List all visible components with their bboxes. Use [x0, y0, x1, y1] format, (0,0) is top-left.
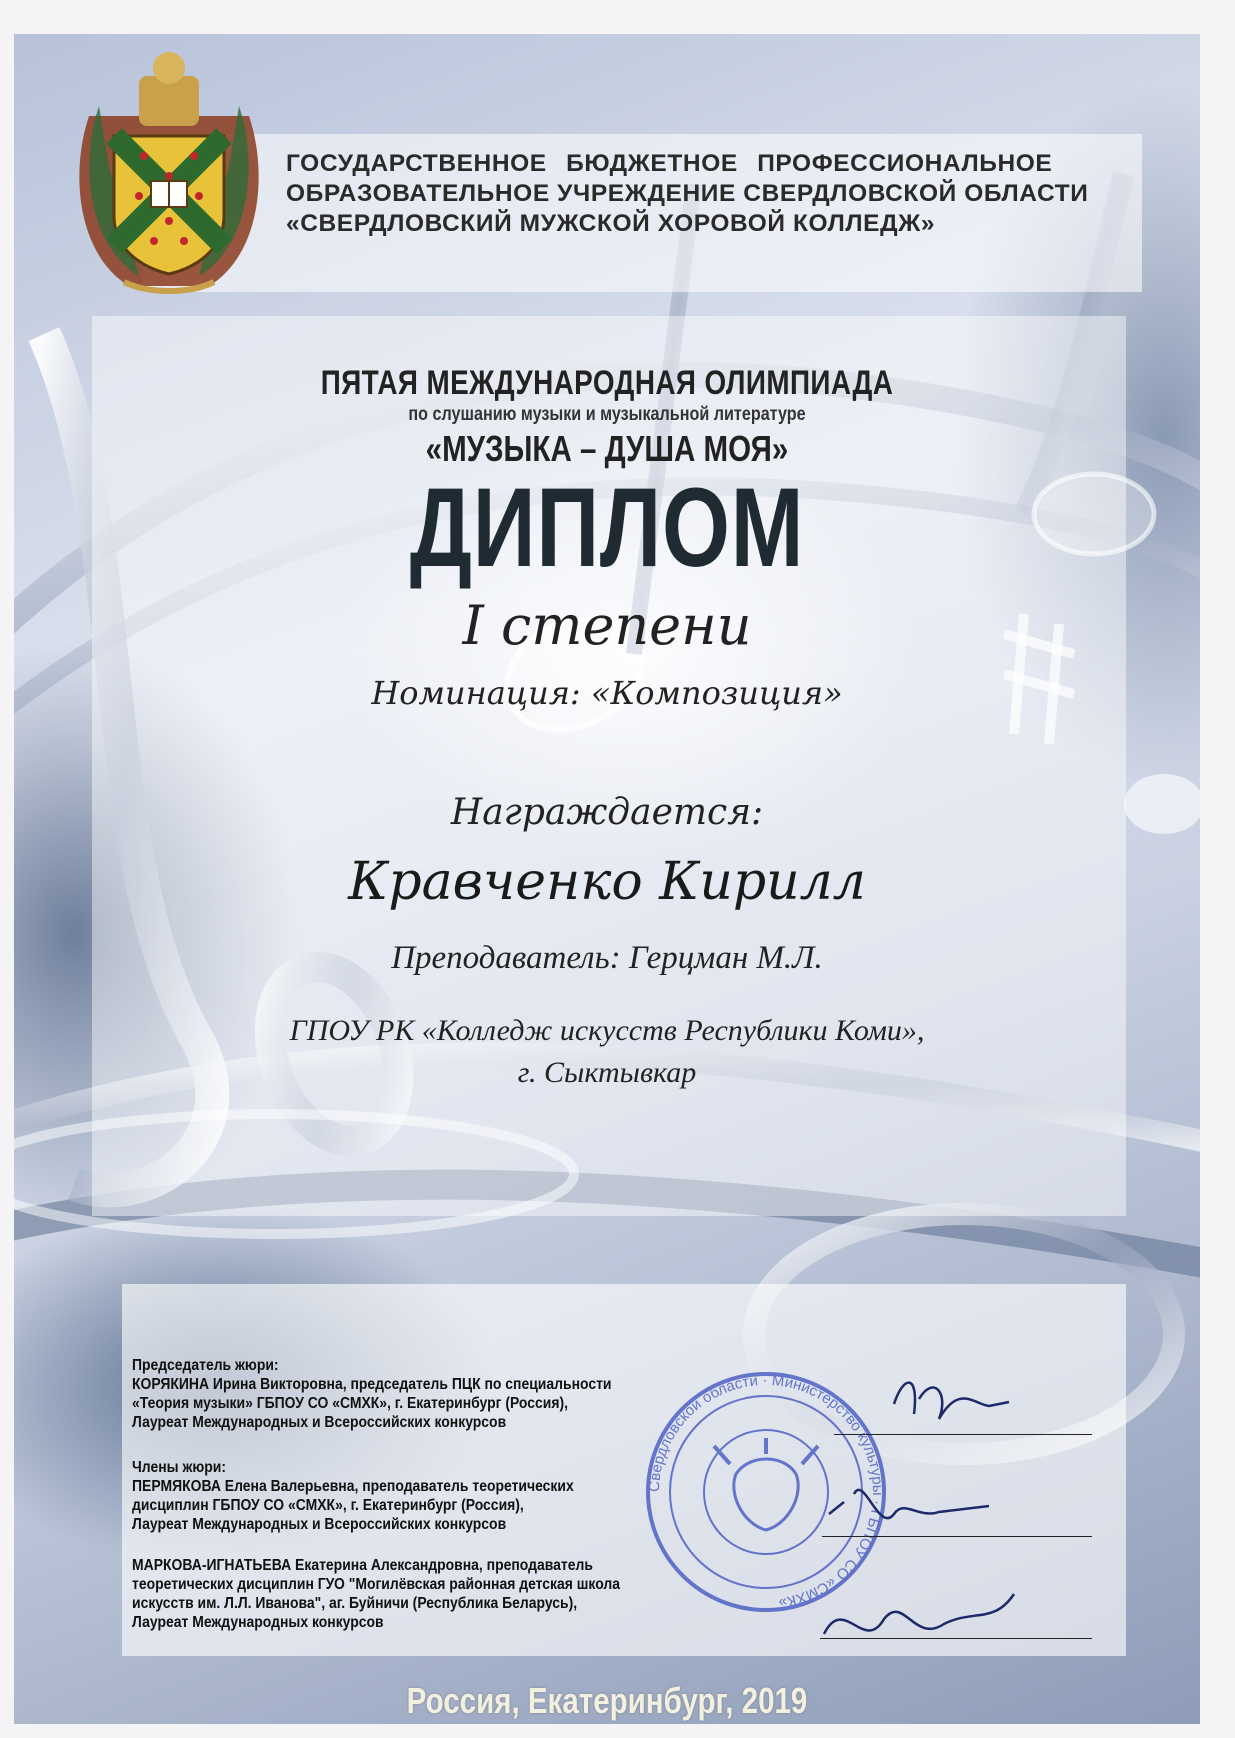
handwritten-signatures: [14, 34, 1200, 1724]
nomination: Номинация: «Композиция»: [371, 674, 843, 712]
school-city: г. Сыктывкар: [517, 1056, 697, 1089]
diploma-title: ДИПЛОМ: [409, 465, 805, 590]
jury-member-line: МАРКОВА-ИГНАТЬЕВА Екатерина Александровна, преподаватель: [132, 1557, 593, 1574]
jury-member-line: дисциплин ГБПОУ СО «СМХК», г. Екатеринбург (Россия),: [132, 1497, 524, 1514]
footer-place-year: Россия, Екатеринбург, 2019: [406, 1680, 808, 1721]
school-name: ГПОУ РК «Колледж искусств Республики Коми»,: [289, 1014, 925, 1047]
olympiad-subtitle: по слушанию музыки и музыкальной литературе: [408, 404, 806, 425]
jury-member-line: Лауреат Международных конкурсов: [132, 1614, 384, 1631]
olympiad-name: «МУЗЫКА – ДУША МОЯ»: [425, 428, 789, 469]
diploma-sheet: [14, 34, 1200, 1724]
jury-chair-line: «Теория музыки» ГБПОУ СО «СМХК», г. Екатеринбург (Россия),: [132, 1395, 569, 1412]
diploma-degree: I степени: [462, 594, 752, 657]
jury-member-line: теоретических дисциплин ГУО "Могилёвская районная детская школа: [132, 1576, 621, 1593]
jury-member-line: искусств им. Л.Л. Иванова", аг. Буйничи (Республика Беларусь),: [132, 1595, 578, 1612]
jury-members-heading: Члены жюри:: [132, 1459, 227, 1476]
recipient-name: Кравченко Кирилл: [348, 852, 866, 912]
jury-member-line: Лауреат Международных и Всероссийских конкурсов: [132, 1516, 507, 1533]
institution-line-3: «СВЕРДЛОВСКИЙ МУЖСКОЙ ХОРОВОЙ КОЛЛЕДЖ»: [286, 210, 936, 237]
jury-chair-line: КОРЯКИНА Ирина Викторовна, председатель ПЦК по специальности: [132, 1376, 612, 1393]
seal-text: Свердловской области · Министерство культуры · ГБПОУ СО «СМХК»: [645, 1371, 887, 1612]
olympiad-title: ПЯТАЯ МЕЖДУНАРОДНАЯ ОЛИМПИАДА: [320, 364, 894, 402]
awarded-label: Награждается:: [450, 792, 764, 833]
institution-line-1: ГОСУДАРСТВЕННОЕ БЮДЖЕТНОЕ ПРОФЕССИОНАЛЬНОЕ: [286, 150, 1053, 177]
institution-line-2: ОБРАЗОВАТЕЛЬНОЕ УЧРЕЖДЕНИЕ СВЕРДЛОВСКОЙ ОБЛАСТИ: [286, 180, 1089, 207]
jury-chair-line: Лауреат Международных и Всероссийских конкурсов: [132, 1414, 507, 1431]
jury-member-line: ПЕРМЯКОВА Елена Валерьевна, преподаватель теоретических: [132, 1478, 574, 1495]
teacher-name: Преподаватель: Герцман М.Л.: [391, 940, 823, 976]
jury-chair-heading: Председатель жюри:: [132, 1357, 279, 1374]
